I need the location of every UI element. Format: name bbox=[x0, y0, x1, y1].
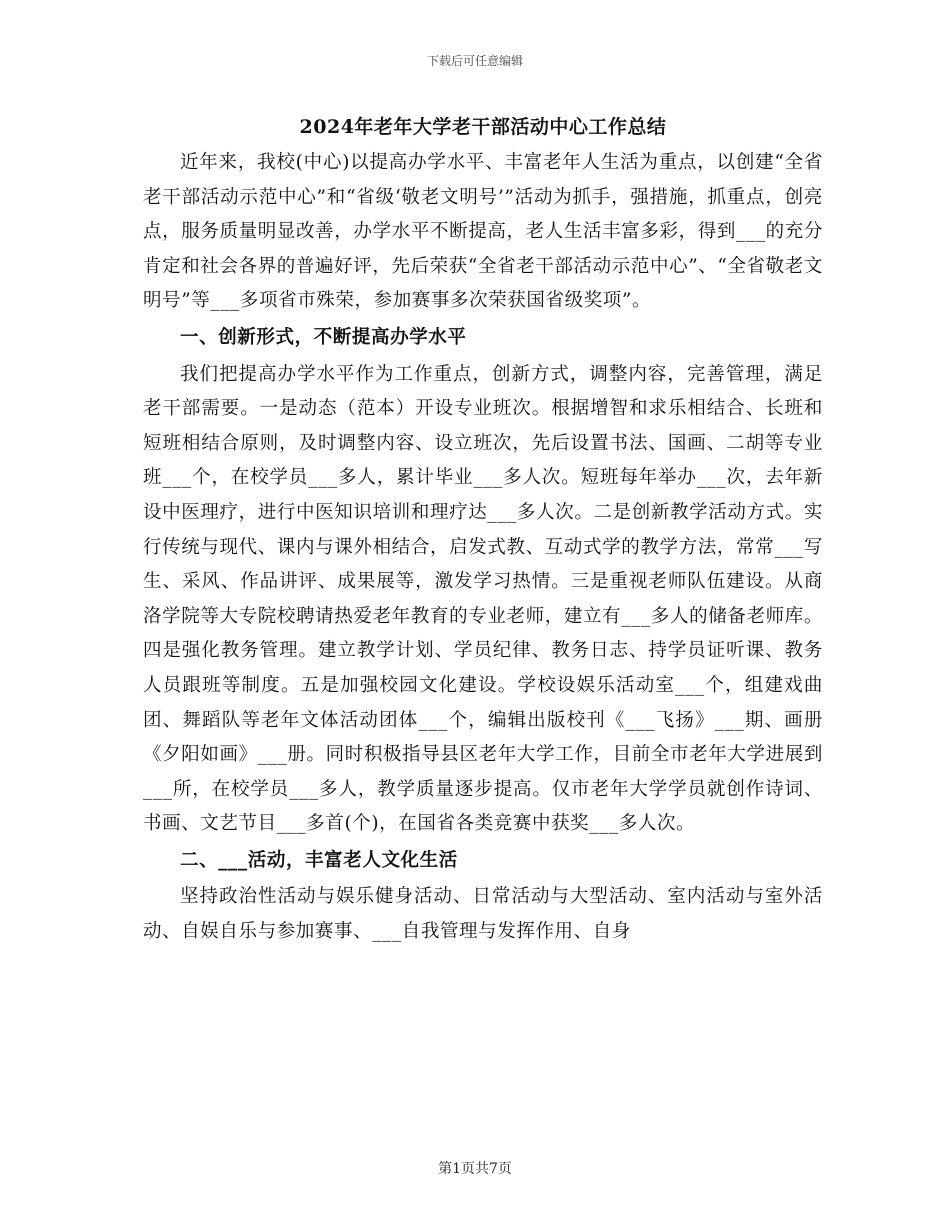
document-title: 2024年老年大学老干部活动中心工作总结 bbox=[299, 116, 667, 138]
document-body bbox=[143, 112, 823, 950]
header-note: 下载后可任意编辑 bbox=[426, 54, 523, 68]
section-heading-1: 一、创新形式，不断提高办学水平 bbox=[180, 326, 467, 348]
page-footer: 第1页共7页 bbox=[438, 1161, 512, 1177]
section-1-paragraph: 我们把提高办学水平作为工作重点，创新方式，调整内容，完善管理，满足老干部需要。一是动态（范本）开设专业班次。根据增智和求乐相结合、长班和短班相结合原则，及时调整内容、设立班次，先后设置书法、国画、二胡等专业班___个，在校学员___多人，累计毕业___多人次。短班每年举办___次，去年新设中医理疗，进行中医知识培训和理疗达___多人次。二是创新教学活动方式。实行传统与现代、课内与课外相结合，启发式教、互动式学的教学方法，常常___写生、采风、作品讲评、成果展等，激发学习热情。三是重视老师队伍建设。从商洛学院等大专院校聘请热爱老年教育的专业老师，建立有___多人的储备老师库。四是强化教务管理。建立教学计划、学员纪律、教务日志、持学员证听课、教务人员跟班等制度。五是加强校园文化建设。学校设娱乐活动室___个，组建戏曲团、舞蹈队等老年文体活动团体___个，编辑出版校刊《___飞扬》___期、画册《夕阳如画》___册。同时积极指导县区老年大学工作，目前全市老年大学进展到___所，在校学员___多人，教学质量逐步提高。仅市老年大学学员就创作诗词、书画、文艺节目___多首(个)，在国省各类竞赛中获奖___多人次。 bbox=[143, 363, 823, 835]
section-heading-2: 二、___活动，丰富老人文化生活 bbox=[180, 849, 458, 871]
section-2-paragraph: 坚持政治性活动与娱乐健身活动、日常活动与大型活动、室内活动与室外活动、自娱自乐与参加赛事、___自我管理与发挥作用、自身 bbox=[143, 886, 823, 943]
intro-paragraph: 近年来，我校(中心)以提高办学水平、丰富老年人生活为重点，以创建“全省老干部活动示范中心”和“省级‘敬老文明号’”活动为抓手，强措施，抓重点，创亮点，服务质量明显改善，办学水平不断提高，老人生活丰富多彩，得到___的充分肯定和社会各界的普遍好评，先后荣获“全省老干部活动示范中心”、“全省敬老文明号”等___多项省市殊荣，参加赛事多次荣获国省级奖项”。 bbox=[143, 152, 823, 312]
